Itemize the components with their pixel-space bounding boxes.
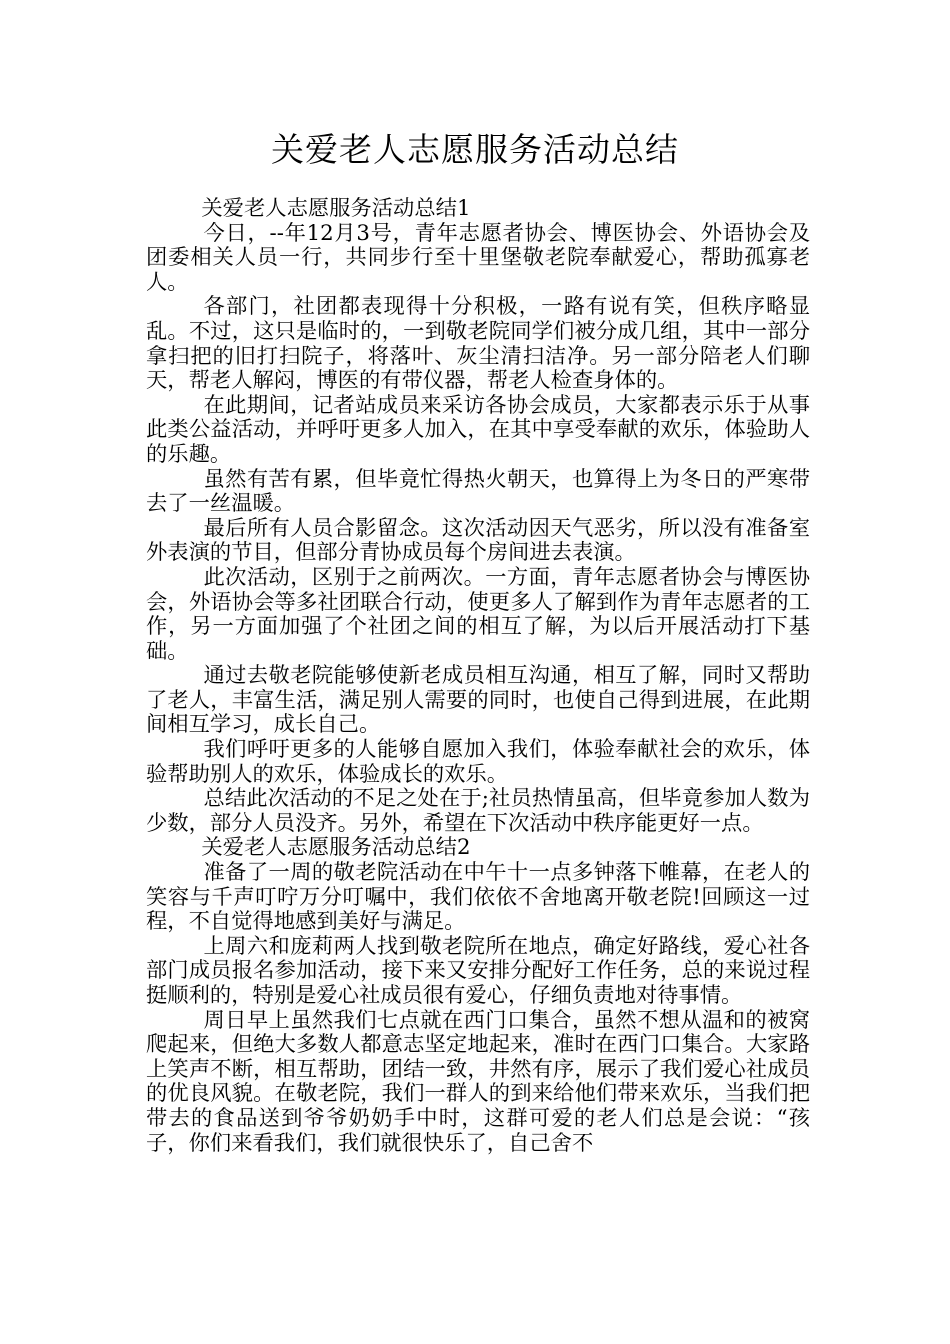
paragraph: 此次活动，区别于之前两次。一方面，青年志愿者协会与博医协会，外语协会等多社团联合行动，使更多人了解到作为青年志愿者的工作，另一方面加强了个社团之间的相互了解，为以后开展活动打下基础。 — [146, 564, 810, 664]
paragraph: 今日，--年12月3号，青年志愿者协会、博医协会、外语协会及团委相关人员一行，共同步行至十里堡敬老院奉献爱心，帮助孤寡老人。 — [146, 220, 810, 295]
document-body — [146, 197, 810, 1156]
paragraph: 最后所有人员合影留念。这次活动因天气恶劣，所以没有准备室外表演的节目，但部分青协成员每个房间进去表演。 — [146, 515, 810, 566]
paragraph: 准备了一周的敬老院活动在中午十一点多钟落下帷幕，在老人的笑容与千声叮咛万分叮嘱中，我们依依不舍地离开敬老院!回顾这一过程，不自觉得地感到美好与满足。 — [146, 860, 810, 935]
paragraph: 上周六和庞莉两人找到敬老院所在地点，确定好路线，爱心社各部门成员报名参加活动，接下来又安排分配好工作任务，总的来说过程挺顺利的，特别是爱心社成员很有爱心，仔细负责地对待事情。 — [146, 933, 810, 1008]
section-heading-1: 关爱老人志愿服务活动总结1 — [201, 196, 471, 221]
document-title: 关爱老人志愿服务活动总结 — [271, 130, 679, 169]
paragraph: 周日早上虽然我们七点就在西门口集合，虽然不想从温和的被窝爬起来，但绝大多数人都意志坚定地起来，准时在西门口集合。大家路上笑声不断，相互帮助，团结一致，井然有序，展示了我们爱心社成员的优良风貌。在敬老院，我们一群人的到来给他们带来欢乐，当我们把带去的食品送到爷爷奶奶手中时，这群可爱的老人们总是会说：“孩子，你们来看我们，我们就很快乐了，自己舍不 — [146, 1007, 810, 1156]
paragraph: 通过去敬老院能够使新老成员相互沟通，相互了解，同时又帮助了老人，丰富生活，满足别人需要的同时，也使自己得到进展，在此期间相互学习，成长自己。 — [146, 663, 810, 738]
paragraph: 在此期间，记者站成员来采访各协会成员，大家都表示乐于从事此类公益活动，并呼吁更多人加入，在其中享受奉献的欢乐，体验助人的乐趣。 — [146, 392, 810, 467]
paragraph: 虽然有苦有累，但毕竟忙得热火朝天，也算得上为冬日的严寒带去了一丝温暖。 — [146, 466, 810, 517]
paragraph: 总结此次活动的不足之处在于;社员热情虽高，但毕竟参加人数为少数，部分人员没齐。另外，希望在下次活动中秩序能更好一点。 — [146, 786, 810, 836]
paragraph: 我们呼吁更多的人能够自愿加入我们，体验奉献社会的欢乐，体验帮助别人的欢乐，体验成长的欢乐。 — [146, 737, 810, 787]
paragraph: 各部门，社团都表现得十分积极，一路有说有笑，但秩序略显乱。不过，这只是临时的，一到敬老院同学们被分成几组，其中一部分拿扫把的旧打扫院子，将落叶、灰尘清扫洁净。另一部分陪老人们聊天，帮老人解闷，博医的有带仪器，帮老人检查身体的。 — [146, 294, 810, 394]
section-heading-2: 关爱老人志愿服务活动总结2 — [201, 835, 471, 861]
